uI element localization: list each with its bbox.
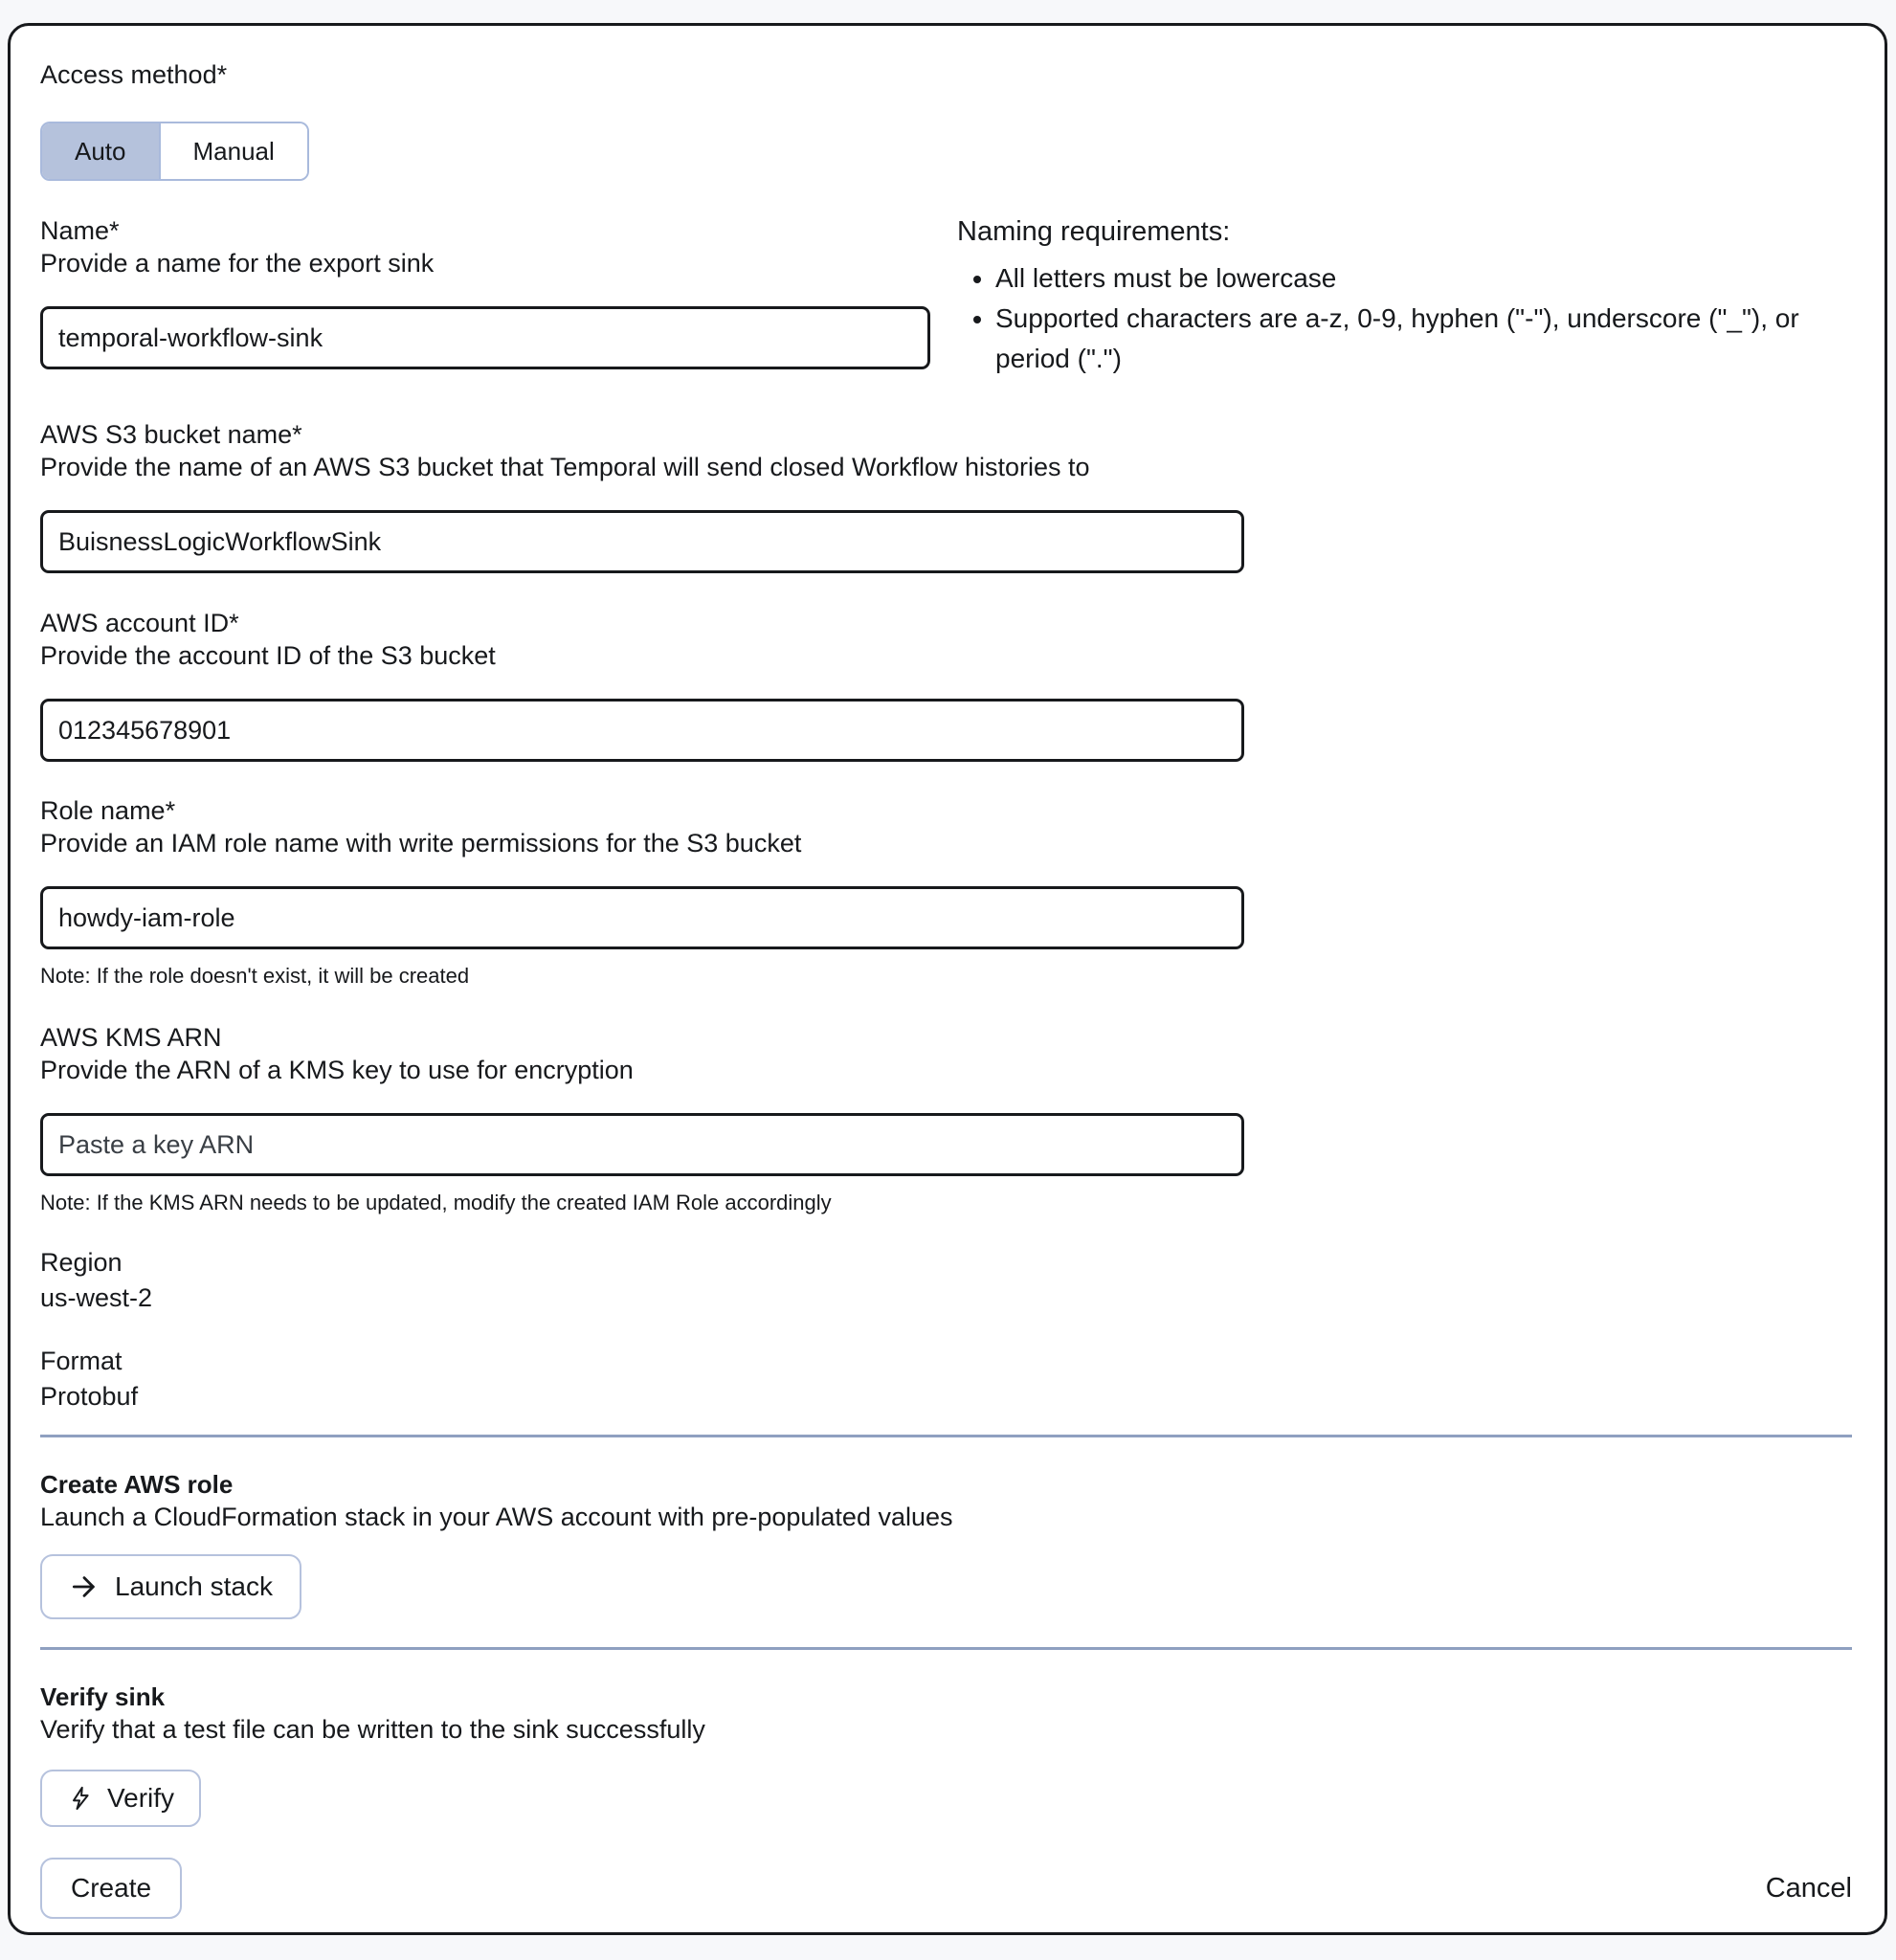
s3-bucket-input[interactable] <box>40 510 1244 573</box>
cancel-button[interactable]: Cancel <box>1765 1872 1852 1904</box>
access-method-toggle <box>40 122 309 181</box>
verify-sink-description: Verify that a test file can be written to the sink successfully <box>40 1715 705 1744</box>
account-id-label: AWS account ID* <box>40 609 239 637</box>
role-name-label: Role name* <box>40 796 176 825</box>
account-id-field <box>40 607 1849 762</box>
create-aws-role-section <box>40 1468 1849 1619</box>
name-description: Provide a name for the export sink <box>40 249 435 278</box>
launch-stack-button-label: Launch stack <box>115 1571 273 1601</box>
naming-requirement-item: • All letters must be lowercase <box>995 258 1849 299</box>
s3-bucket-description: Provide the name of an AWS S3 bucket that Temporal will send closed Workflow histories to <box>40 453 1090 481</box>
s3-bucket-label: AWS S3 bucket name* <box>40 420 302 449</box>
arrow-right-icon <box>69 1571 100 1602</box>
access-method-label: Access method* <box>40 60 228 89</box>
region-field <box>40 1246 1849 1314</box>
format-label: Format <box>40 1347 123 1375</box>
section-divider <box>40 1647 1852 1650</box>
name-input[interactable] <box>40 306 930 369</box>
name-label: Name* <box>40 216 120 245</box>
s3-bucket-field <box>40 418 1849 573</box>
kms-arn-description: Provide the ARN of a KMS key to use for encryption <box>40 1056 634 1084</box>
section-divider <box>40 1435 1852 1437</box>
verify-button[interactable] <box>40 1770 201 1827</box>
export-sink-form-card <box>8 23 1887 1935</box>
launch-stack-button[interactable] <box>40 1554 301 1619</box>
role-name-note: Note: If the role doesn't exist, it will be created <box>40 964 470 988</box>
role-name-input[interactable] <box>40 886 1244 949</box>
role-name-description: Provide an IAM role name with write permissions for the S3 bucket <box>40 829 802 858</box>
create-button[interactable]: Create <box>40 1858 182 1919</box>
format-field <box>40 1345 1849 1413</box>
kms-arn-label: AWS KMS ARN <box>40 1023 222 1052</box>
naming-requirements <box>957 214 1849 379</box>
kms-arn-note: Note: If the KMS ARN needs to be updated, modify the created IAM Role accordingly <box>40 1191 832 1214</box>
naming-requirements-title: Naming requirements: <box>957 216 1231 247</box>
region-label: Region <box>40 1248 123 1277</box>
verify-sink-section <box>40 1681 1849 1827</box>
form-footer <box>40 1858 1852 1919</box>
role-name-field <box>40 794 1849 990</box>
lightning-icon <box>67 1785 94 1812</box>
region-value: us-west-2 <box>40 1283 153 1312</box>
access-method-auto-button[interactable]: Auto <box>42 123 159 179</box>
kms-arn-field <box>40 1021 1849 1216</box>
verify-button-label: Verify <box>107 1783 175 1813</box>
kms-arn-input[interactable] <box>40 1113 1244 1176</box>
account-id-input[interactable] <box>40 699 1244 762</box>
create-aws-role-description: Launch a CloudFormation stack in your AWS account with pre-populated values <box>40 1503 953 1531</box>
naming-requirement-item: • Supported characters are a-z, 0-9, hyphen ("-"), underscore ("_"), or period (".") <box>995 299 1849 379</box>
account-id-description: Provide the account ID of the S3 bucket <box>40 641 496 670</box>
verify-sink-title: Verify sink <box>40 1682 166 1711</box>
access-method-manual-button[interactable]: Manual <box>159 123 307 179</box>
naming-requirements-list <box>957 258 1849 379</box>
name-field <box>40 214 930 379</box>
format-value: Protobuf <box>40 1382 139 1411</box>
name-and-requirements-row <box>40 214 1849 379</box>
create-aws-role-title: Create AWS role <box>40 1470 234 1499</box>
